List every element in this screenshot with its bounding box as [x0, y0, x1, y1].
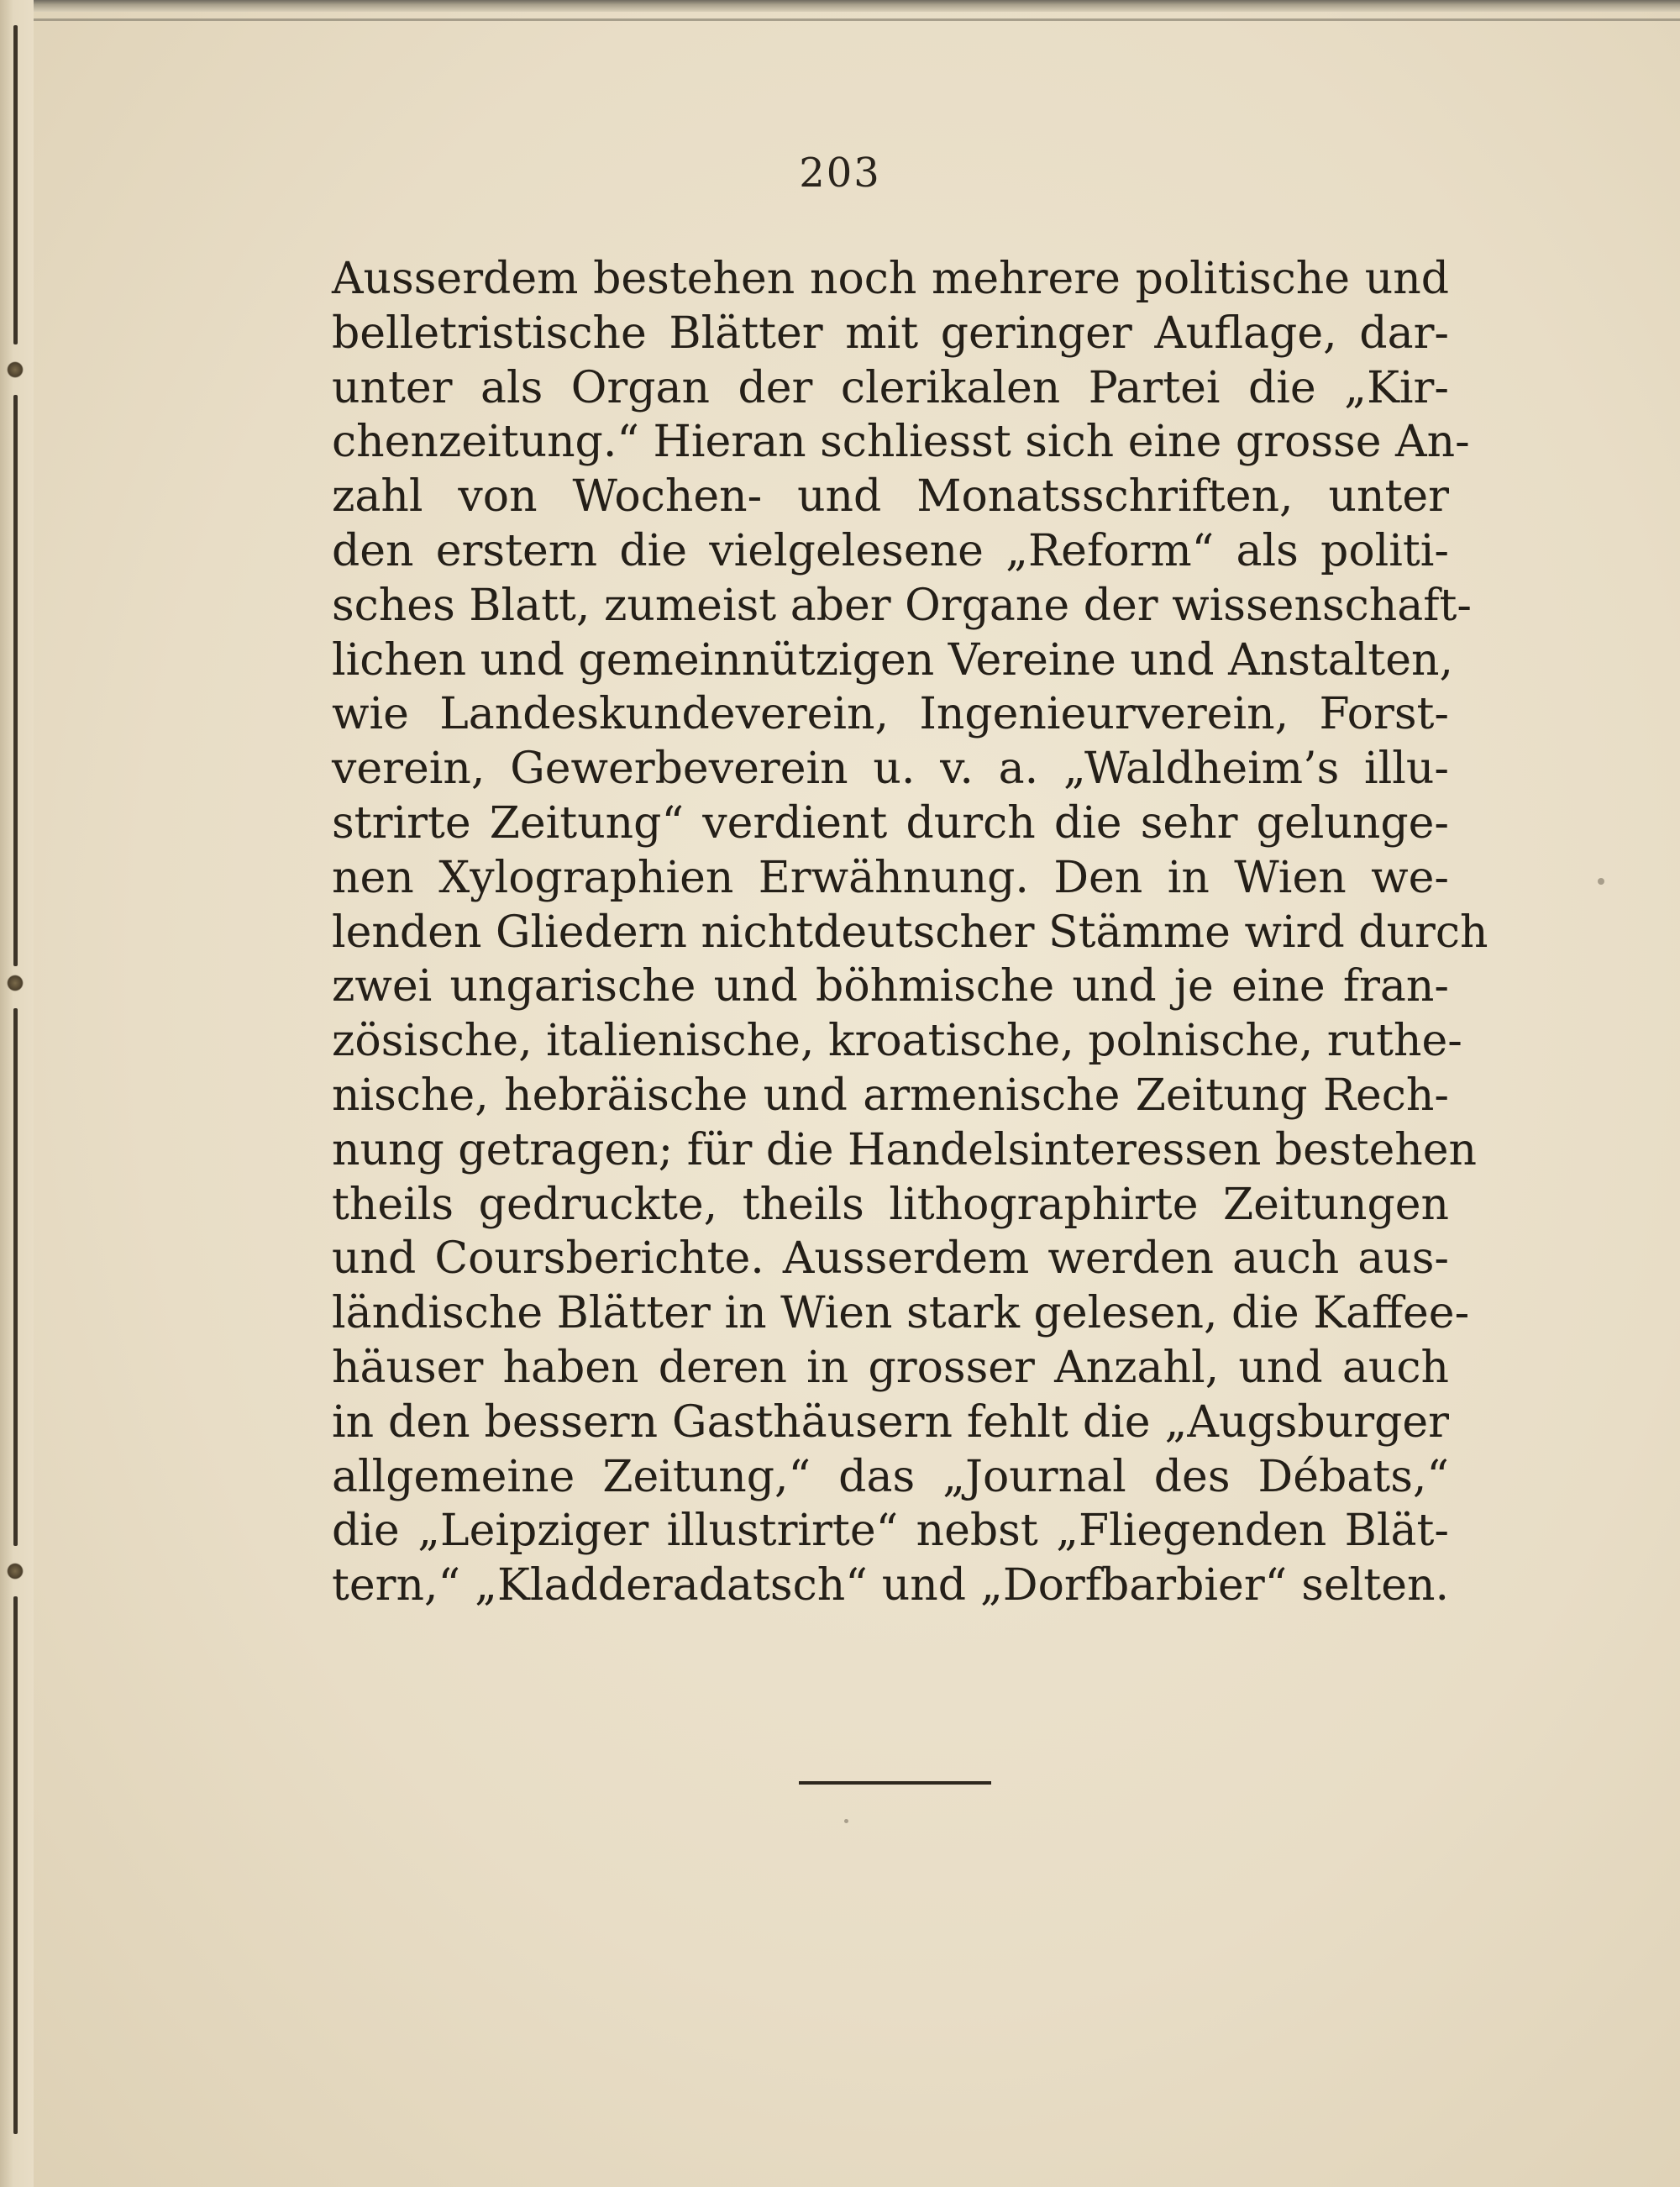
text-line: tern,“ „Kladderadatsch“ und „Dorfbarbier“ selten.: [332, 1560, 1449, 1611]
text-line: zösische, italienische, kroatische, polnische, ruthe-: [332, 1016, 1462, 1067]
text-line: lichen und gemeinnützigen Vereine und Anstalten,: [332, 634, 1454, 686]
text-line: belletristische Blätter mit geringer Auflage, dar-: [332, 308, 1449, 359]
text-line: und Coursberichte. Ausserdem werden auch aus-: [332, 1233, 1449, 1285]
page-top-edge: [0, 0, 1680, 12]
text-line: Ausserdem bestehen noch mehrere politische und: [332, 254, 1449, 304]
text-line: lenden Gliedern nichtdeutscher Stämme wird durch: [332, 907, 1488, 958]
text-line: wie Landeskundeverein, Ingenieurverein, Forst-: [332, 689, 1449, 740]
body-text: [332, 252, 1488, 1613]
text-line: allgemeine Zeitung,“ das „Journal des Débats,“: [332, 1451, 1449, 1502]
text-line: nische, hebräische und armenische Zeitung Rech-: [332, 1070, 1449, 1121]
binding-thread: [13, 1008, 18, 1546]
page-top-rule: [34, 18, 1680, 21]
binding-thread: [13, 395, 18, 966]
text-line: ländische Blätter in Wien stark gelesen, die Kaffee-: [332, 1288, 1470, 1339]
paper-speck: [1598, 878, 1604, 885]
text-line: verein, Gewerbeverein u. v. a. „Waldheim’s illu-: [332, 744, 1449, 795]
binding-stitch: [7, 1563, 24, 1580]
text-line: die „Leipziger illustrirte“ nebst „Fliegenden Blät-: [332, 1506, 1449, 1557]
page-number: 203: [799, 150, 881, 197]
text-line: häuser haben deren in grosser Anzahl, und auch: [332, 1342, 1449, 1393]
text-line: unter als Organ der clerikalen Partei die „Kir-: [332, 362, 1449, 413]
binding-stitch: [7, 361, 24, 378]
binding-stitch: [7, 975, 24, 991]
text-line: zahl von Wochen- und Monatsschriften, unter: [332, 471, 1449, 523]
text-line: strirte Zeitung“ verdient durch die sehr gelunge-: [332, 797, 1449, 849]
text-line: sches Blatt, zumeist aber Organe der wissenschaft-: [332, 580, 1472, 631]
text-line: zwei ungarische und böhmische und je eine fran-: [332, 961, 1449, 1012]
text-line: nung getragen; für die Handelsinteressen bestehen: [332, 1124, 1478, 1175]
binding-thread: [13, 1596, 18, 2134]
paper-speck: [844, 1819, 848, 1823]
book-binding-edge: [0, 0, 34, 2187]
text-line: chenzeitung.“ Hieran schliesst sich eine grosse An-: [332, 417, 1470, 468]
text-line: nen Xylographien Erwähnung. Den in Wien we-: [332, 852, 1449, 903]
section-divider-rule: [799, 1781, 991, 1785]
text-line: theils gedruckte, theils lithographirte Zeitungen: [332, 1179, 1449, 1230]
text-line: den erstern die vielgelesene „Reform“ als politi-: [332, 525, 1449, 576]
text-line: in den bessern Gasthäusern fehlt die „Augsburger: [332, 1396, 1449, 1448]
